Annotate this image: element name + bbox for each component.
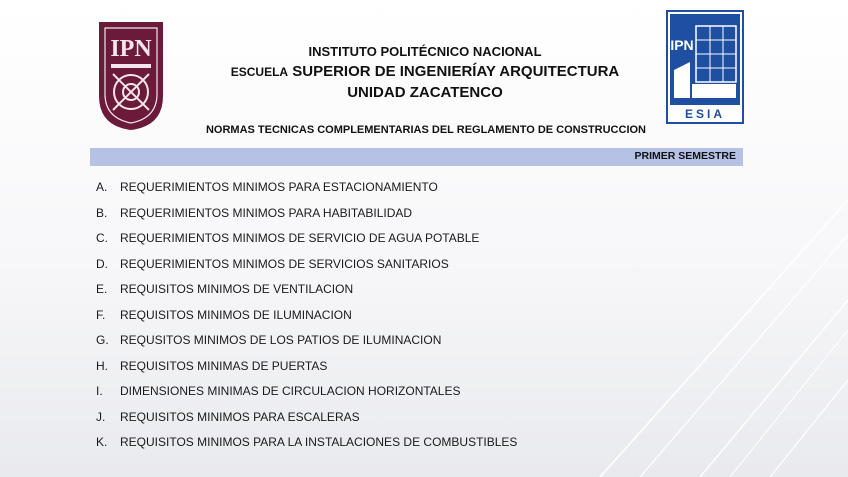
list-item-text: DIMENSIONES MINIMAS DE CIRCULACION HORIZONTALES <box>120 384 461 398</box>
school-name-main: SUPERIOR DE INGENIERÍAY ARQUITECTURA <box>288 63 620 80</box>
unit-name: UNIDAD ZACATENCO <box>347 84 503 101</box>
list-item-letter: A. <box>96 180 108 194</box>
list-item-text: REQUISITOS MINIMAS DE PUERTAS <box>120 358 328 373</box>
document-subtitle: NORMAS TECNICAS COMPLEMENTARIAS DEL REGLAMENTO DE CONSTRUCCION <box>205 124 646 136</box>
list-item-letter: F. <box>96 307 106 322</box>
list-item-text: REQUISITOS MINIMOS DE ILUMINACION <box>120 307 352 322</box>
list-item <box>96 255 517 281</box>
list-item-text: REQUERIMIENTOS MINIMOS DE SERVICIOS SANITARIOS <box>120 256 449 271</box>
list-item-text: REQUISITOS MINIMOS PARA ESCALERAS <box>120 409 360 424</box>
list-item-letter: G. <box>96 333 109 347</box>
list-item-letter: C. <box>96 231 108 245</box>
list-item-text: REQUERIMIENTOS MINIMOS PARA ESTACIONAMIENTO <box>120 180 438 194</box>
list-item <box>96 280 517 306</box>
semester-label: PRIMER SEMESTRE <box>634 150 736 162</box>
list-item <box>96 331 517 357</box>
list-item-text: REQUISITOS MINIMOS DE VENTILACION <box>120 282 354 296</box>
semester-band <box>90 148 743 166</box>
list-item-letter: H. <box>96 358 108 373</box>
list-item-letter: I. <box>96 384 103 398</box>
list-item <box>96 229 517 255</box>
ipn-crest-icon <box>93 18 169 132</box>
list-item <box>96 382 517 408</box>
list-item <box>96 204 517 230</box>
esia-logo-top-text: IPN <box>670 37 694 53</box>
institution-name: INSTITUTO POLITÉCNICO NACIONAL <box>308 44 542 59</box>
list-item-letter: K. <box>96 435 108 449</box>
ipn-crest-text: IPN <box>110 36 152 62</box>
school-name-prefix: ESCUELA <box>230 65 289 79</box>
list-item <box>96 357 517 383</box>
list-item-text: REQUISITOS MINIMOS PARA LA INSTALACIONES DE COMBUSTIBLES <box>120 435 518 449</box>
list-item <box>96 178 517 204</box>
list-item-letter: B. <box>96 205 108 220</box>
list-item <box>96 433 517 459</box>
list-item-text: REQUERIMIENTOS MINIMOS PARA HABITABILIDAD <box>120 205 413 220</box>
school-name <box>160 63 690 80</box>
list-item-text: REQUSITOS MINIMOS DE LOS PATIOS DE ILUMINACION <box>120 333 442 347</box>
list-item-letter: E. <box>96 282 108 296</box>
esia-logo-bottom-text: ESIA <box>684 107 726 121</box>
list-item <box>96 408 517 434</box>
list-item-letter: J. <box>96 409 106 424</box>
list-item-letter: D. <box>96 256 108 271</box>
requirements-list <box>96 178 517 459</box>
list-item <box>96 306 517 332</box>
list-item-text: REQUERIMIENTOS MINIMOS DE SERVICIO DE AGUA POTABLE <box>120 231 480 245</box>
